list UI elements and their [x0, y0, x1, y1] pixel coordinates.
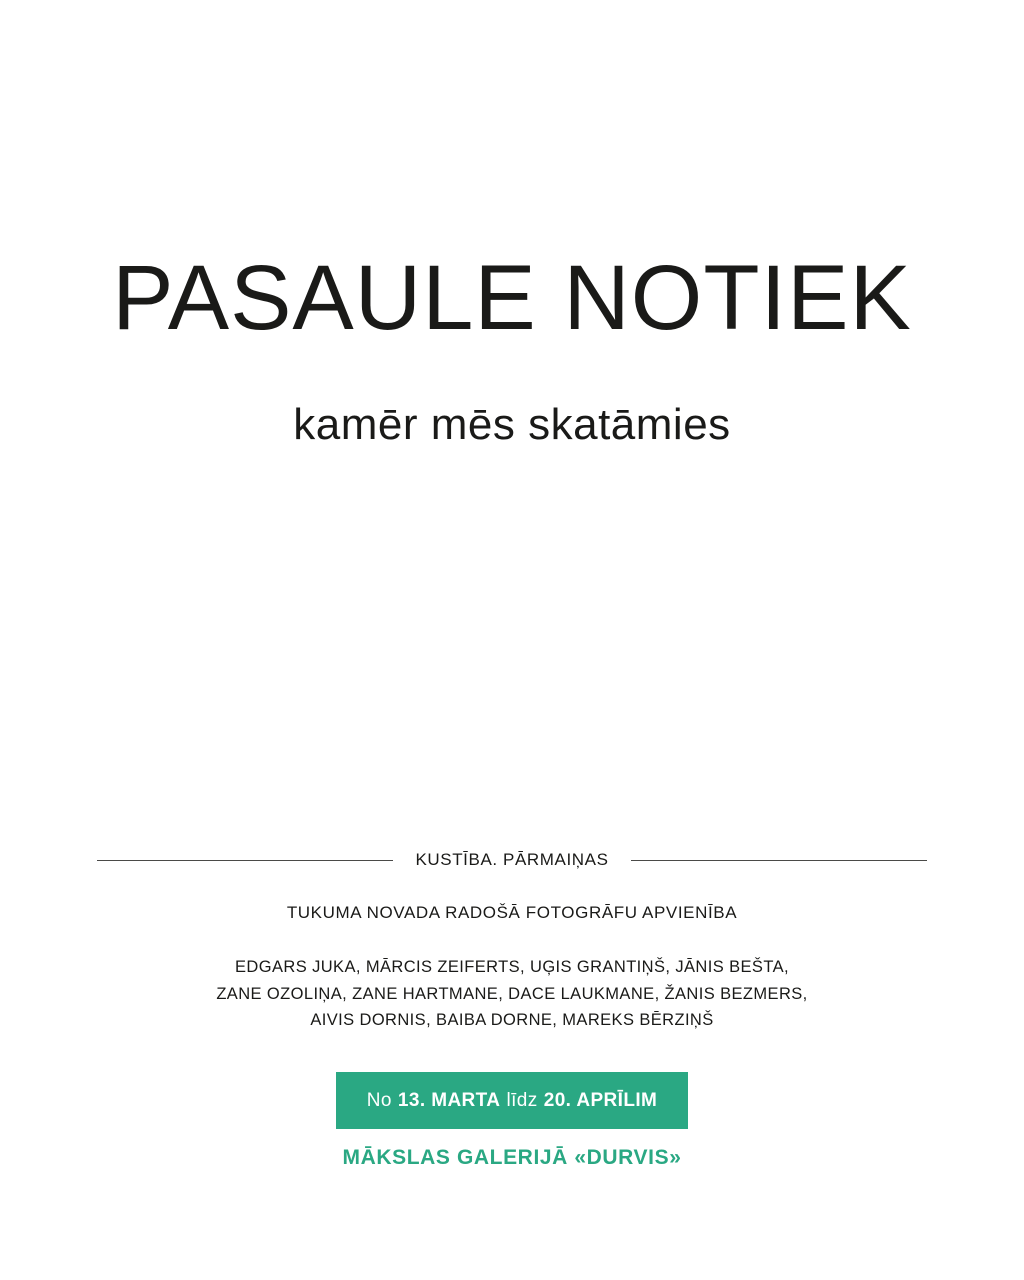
date-banner	[336, 1072, 688, 1129]
date-end: 20. APRĪLIM	[543, 1089, 658, 1111]
page-title: PASAULE NOTIEK	[112, 247, 912, 349]
info-block	[0, 850, 1024, 1170]
participants-list	[0, 954, 1024, 1034]
divider-line-right	[631, 860, 927, 861]
divider-line-left	[97, 860, 393, 861]
section-divider	[97, 850, 927, 870]
page-subtitle: kamēr mēs skatāmies	[293, 400, 731, 449]
organiser-name: TUKUMA NOVADA RADOŠĀ FOTOGRĀFU APVIENĪBA	[286, 903, 738, 922]
title-block	[0, 247, 1024, 450]
date-start: 13. MARTA	[397, 1089, 501, 1111]
date-prefix: No	[366, 1089, 392, 1111]
participants-line: EDGARS JUKA, MĀRCIS ZEIFERTS, UĢIS GRANTIŅŠ, JĀNIS BEŠTA,	[235, 958, 789, 976]
venue-name: MĀKSLAS GALERIJĀ «DURVIS»	[342, 1146, 682, 1170]
participants-line: ZANE OZOLIŅA, ZANE HARTMANE, DACE LAUKMANE, ŽANIS BEZMERS,	[216, 984, 808, 1003]
date-middle: līdz	[506, 1089, 538, 1111]
section-label: KUSTĪBA. PĀRMAIŅAS	[415, 850, 609, 869]
participants-line: AIVIS DORNIS, BAIBA DORNE, MAREKS BĒRZIŅŠ	[310, 1011, 714, 1030]
